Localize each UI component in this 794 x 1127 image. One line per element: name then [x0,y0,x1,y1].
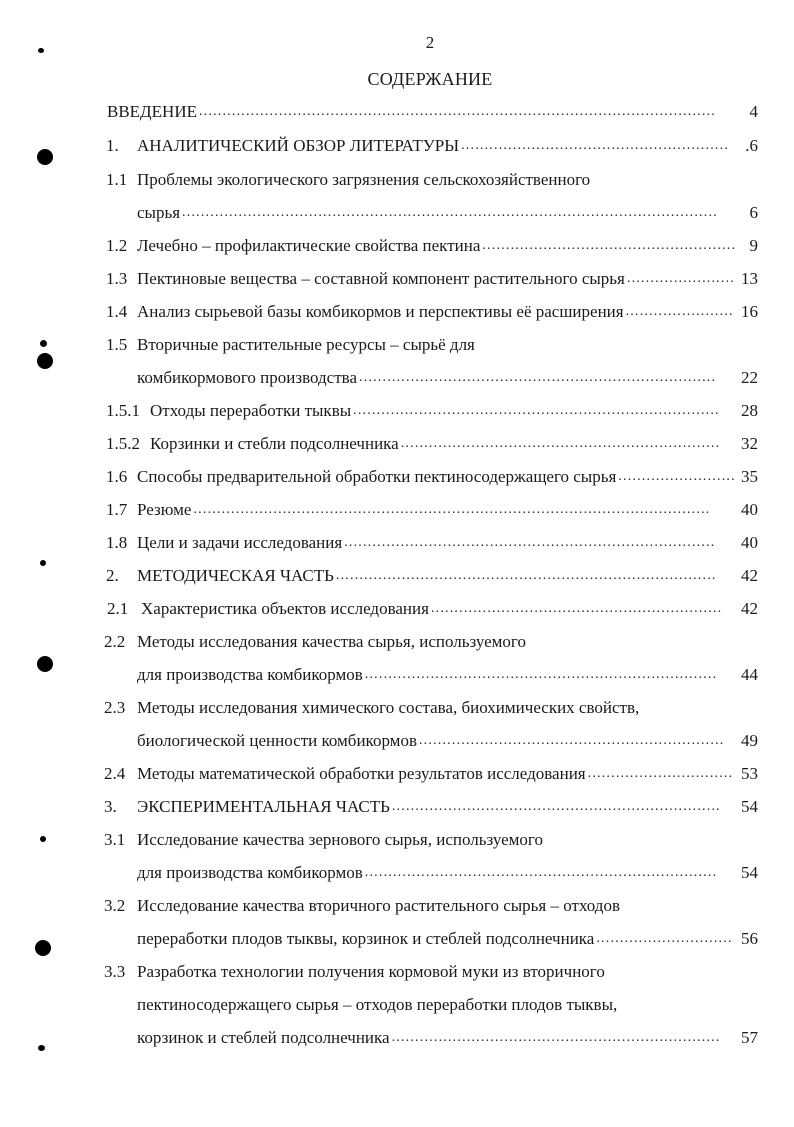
toc-text: Характеристика объектов исследования [141,599,429,618]
toc-line [0,564,794,588]
toc-leader: .............................................................................. [353,403,720,418]
toc-text: переработки плодов тыквы, корзинок и стеблей подсолнечника [137,929,595,948]
toc-number: 2.1 [107,599,129,618]
toc-number: 1.7 [106,500,128,519]
toc-line [0,366,794,390]
toc-leader: ...................................................................... [391,1030,721,1045]
toc-text: ЭКСПЕРИМЕНТАЛЬНАЯ ЧАСТЬ [137,797,390,816]
toc-text: сырья [137,203,181,222]
toc-text: МЕТОДИЧЕСКАЯ ЧАСТЬ [137,566,334,585]
toc-number: 1.2 [106,236,128,255]
toc-leader: ................................................................................. [335,568,717,583]
toc-leader: .............................................................. [430,601,723,616]
toc-page: 35 [741,467,758,486]
toc-text: комбикормового производства [137,368,357,387]
toc-text: АНАЛИТИЧЕСКИЙ ОБЗОР ЛИТЕРАТУРЫ [137,136,460,155]
toc-text: Методы исследования химического состава, биохимических свойств, [137,698,640,717]
toc-number: 2.3 [104,698,126,717]
toc-page: 6 [749,203,758,222]
toc-text: Корзинки и стебли подсолнечника [150,434,399,453]
toc-leader: ....................... [625,304,734,319]
toc-page: 40 [741,533,758,552]
toc-line [0,300,794,324]
binder-hole [37,656,53,672]
toc-number: 1.4 [106,302,128,321]
toc-page: 54 [741,863,758,882]
scan-speck [40,560,46,566]
toc-page: 40 [741,500,758,519]
toc-number: 2.2 [104,632,126,651]
toc-line [0,168,794,192]
toc-leader: ............................. [596,931,733,946]
toc-text: Резюме [137,500,192,519]
toc-line [0,993,794,1017]
toc-line [0,399,794,423]
toc-leader: .................................................................... [400,436,721,451]
toc-line [0,795,794,819]
toc-number: 2. [106,566,119,585]
toc-leader: ............................................................................... [344,535,716,550]
toc-line [0,696,794,720]
toc-line [0,663,794,687]
binder-hole [37,353,53,369]
toc-leader: ....................... [626,271,735,286]
toc-page: 57 [741,1028,758,1047]
toc-page: 22 [741,368,758,387]
toc-line [0,960,794,984]
toc-text: Способы предварительной обработки пектиносодержащего сырья [137,467,617,486]
toc-page: 4 [749,102,758,121]
toc-text: Проблемы экологического загрязнения сельскохозяйственного [137,170,591,189]
toc-number: 1.5.2 [106,434,140,453]
toc-leader: ............................................................................ [359,370,717,385]
toc-number: 1.3 [106,269,128,288]
toc-leader: .............................................................................................................. [193,502,711,517]
toc-page: 13 [741,269,758,288]
toc-number: 1.5.1 [106,401,140,420]
toc-number: 3. [104,797,117,816]
toc-line [0,333,794,357]
toc-page: 42 [741,599,758,618]
toc-line [0,267,794,291]
toc-text: для производства комбикормов [137,665,363,684]
toc-line [0,201,794,225]
toc-leader: .................................................................................................................. [182,205,718,220]
toc-number: 1.5 [106,335,128,354]
toc-line [0,531,794,555]
toc-leader: ......................... [618,469,736,484]
toc-leader: ........................................................................... [364,667,718,682]
page-title: СОДЕРЖАНИЕ [367,69,493,89]
toc-line [0,729,794,753]
toc-number: 1.6 [106,467,128,486]
toc-text: Исследование качества зернового сырья, используемого [137,830,543,849]
scan-speck [40,836,46,842]
toc-text: Методы математической обработки результатов исследования [137,764,586,783]
toc-line [0,134,794,158]
toc-page: 49 [741,731,758,750]
toc-line [0,465,794,489]
toc-text: Разработка технологии получения кормовой муки из вторичного [137,962,605,981]
toc-page: 56 [741,929,758,948]
toc-page: 9 [749,236,758,255]
toc-line [0,927,794,951]
toc-number: 2.4 [104,764,126,783]
toc-number: 3.3 [104,962,126,981]
binder-hole [37,149,53,165]
toc-leader: .............................................................................................................. [198,104,716,119]
toc-line [0,100,794,124]
toc-number: 3.1 [104,830,126,849]
toc-line [0,432,794,456]
toc-line [0,861,794,885]
toc-text: Анализ сырьевой базы комбикормов и перспективы её расширения [137,302,624,321]
toc-page: 53 [741,764,758,783]
toc-leader: ......................................................... [461,138,729,153]
toc-line [0,1026,794,1050]
toc-text: для производства комбикормов [137,863,363,882]
toc-page: .6 [745,136,758,155]
scan-speck [40,340,47,347]
toc-page: 42 [741,566,758,585]
toc-page: 16 [741,302,758,321]
scan-speck [38,48,44,53]
toc-text: ВВЕДЕНИЕ [107,102,197,121]
page-number: 2 [425,33,435,52]
toc-text: пектиносодержащего сырья – отходов переработки плодов тыквы, [137,995,618,1014]
toc-text: Вторичные растительные ресурсы – сырьё для [137,335,475,354]
toc-text: Лечебно – профилактические свойства пектина [137,236,481,255]
binder-hole [35,940,51,956]
toc-text: Исследование качества вторичного растительного сырья – отходов [137,896,620,915]
toc-page: 54 [741,797,758,816]
toc-page: 44 [741,665,758,684]
toc-page: 32 [741,434,758,453]
toc-page: 28 [741,401,758,420]
toc-line [0,630,794,654]
toc-number: 1.1 [106,170,128,189]
toc-text: Отходы переработки тыквы [150,401,352,420]
toc-line [0,597,794,621]
toc-number: 1. [106,136,119,155]
toc-leader: ...................................................... [482,238,737,253]
toc-leader: ............................... [587,766,734,781]
scan-speck [38,1045,45,1051]
toc-line [0,234,794,258]
toc-number: 3.2 [104,896,126,915]
toc-line [0,828,794,852]
toc-line [0,762,794,786]
toc-text: Методы исследования качества сырья, используемого [137,632,526,651]
toc-line [0,894,794,918]
toc-leader: ........................................................................... [364,865,718,880]
toc-text: Цели и задачи исследования [137,533,343,552]
toc-text: корзинок и стеблей подсолнечника [137,1028,390,1047]
toc-number: 1.8 [106,533,128,552]
toc-leader: ...................................................................... [391,799,721,814]
toc-text: биологической ценности комбикормов [137,731,417,750]
toc-leader: ................................................................. [418,733,725,748]
toc-text: Пектиновые вещества – составной компонент растительного сырья [137,269,625,288]
toc-line [0,498,794,522]
